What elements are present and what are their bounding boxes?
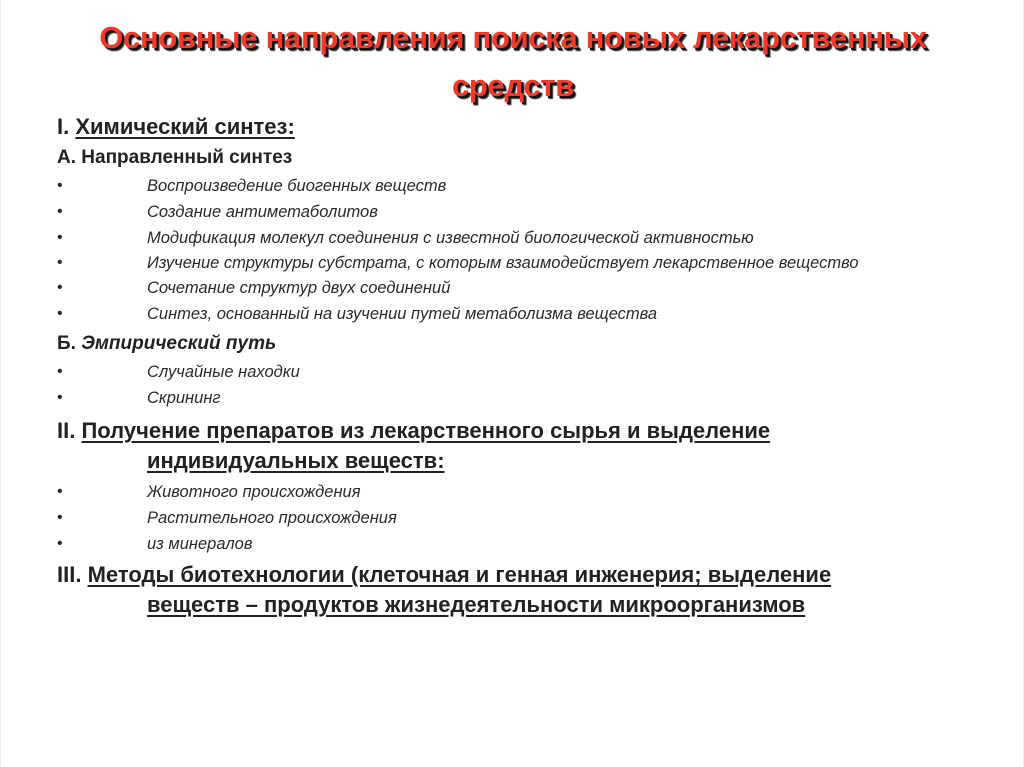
section-title-line-2: веществ – продуктов жизнедеятельности микроорганизмов [147, 592, 806, 617]
subsection-a-heading: А. Направленный синтез [57, 147, 293, 168]
section-number: II. [57, 418, 76, 443]
section-2-heading [57, 416, 987, 476]
section-3-heading [57, 560, 987, 620]
bullet-icon: • [57, 509, 63, 526]
bullet-icon: • [57, 305, 63, 322]
section-number: I. [57, 114, 70, 139]
section-title-line-1: Получение препаратов из лекарственного сырья и выделение [81, 418, 771, 443]
bullet-icon: • [57, 177, 63, 194]
list-item: • Растительного происхождения [57, 506, 987, 530]
list-item: • Скрининг [57, 386, 987, 410]
section-1-heading [57, 112, 987, 142]
list-item: • Воспроизведение биогенных веществ [57, 174, 987, 198]
bullet-icon: • [57, 535, 63, 552]
list-item: • Сочетание структур двух соединений [57, 276, 987, 300]
section-title-line-1: Методы биотехнологии (клеточная и генная инженерия; выделение [87, 562, 832, 587]
list-item: • Животного происхождения [57, 480, 987, 504]
list-item: • Изучение структуры субстрата, с которым взаимодействует лекарственное вещество [57, 254, 859, 272]
section-number: III. [57, 562, 82, 587]
slide-content [57, 112, 987, 620]
bullet-icon: • [57, 483, 63, 500]
title-line-2: средств [451, 68, 575, 103]
bullet-icon: • [57, 254, 63, 271]
title-line-1: Основные направления поиска новых лекарственных [99, 20, 927, 55]
list-item: • Случайные находки [57, 360, 987, 384]
list-item: • Модификация молекул соединения с известной биологической активностью [57, 226, 987, 250]
list-item: • Создание антиметаболитов [57, 200, 987, 224]
bullet-icon: • [57, 363, 63, 380]
bullet-icon: • [57, 203, 63, 220]
slide-title [1, 14, 1024, 110]
bullet-icon: • [57, 279, 63, 296]
subsection-b-heading: Б. Эмпирический путь [57, 333, 277, 354]
section-title-line-2: индивидуальных веществ: [147, 448, 445, 473]
section-title: Химический синтез: [75, 114, 295, 139]
list-item: • Синтез, основанный на изучении путей метаболизма вещества [57, 302, 987, 326]
bullet-icon: • [57, 229, 63, 246]
list-item: • из минералов [57, 532, 987, 556]
bullet-icon: • [57, 389, 63, 406]
